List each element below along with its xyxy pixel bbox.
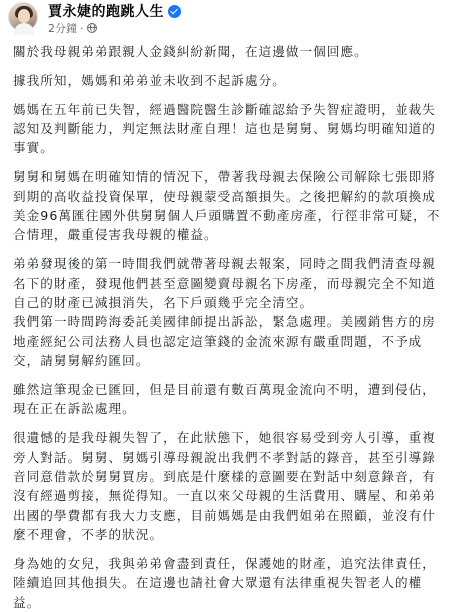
post-meta — [48, 20, 97, 36]
post-paragraph: 據我所知，媽媽和弟弟並未收到不起訴處分。 — [13, 72, 286, 88]
post-paragraph: 身為她的女兒，我與弟弟會盡到責任，保護她的財產，追究法律責任，陸續追回其他損失。在這邊也請社會大眾還有法律重視失智老人的權益。 — [13, 556, 436, 610]
meta-separator: · — [80, 21, 84, 35]
author-row — [48, 1, 181, 21]
post-paragraph: 媽媽在五年前已失智，經過醫院醫生診斷確認給予失智症證明，並裁失認知及判斷能力，判定無法財產自理！這也是舅舅、舅媽均明確知道的事實。 — [13, 101, 436, 156]
author-avatar[interactable] — [8, 2, 38, 32]
post-paragraph: 弟弟發現後的第一時間我們就帶著母親去報案，同時之間我們清查母親名下的財產，發現他們甚至意圖變賣母親名下房產，而母親完全不知道自己的財產已減損消失，名下戶頭幾乎完全清空。 我們第一時間跨海委託美國律師提出訴訟，緊急處理。美國銷售方的房地產經紀公司法務人員也認定這筆錢的金流來源有嚴重問題，不予成交，請舅舅解約匯回。 — [13, 256, 436, 369]
post-paragraph: 關於我母親弟弟跟親人金錢糾紛新聞，在這邊做一個回應。 — [13, 44, 368, 59]
author-name[interactable]: 賈永婕的跑跳人生 — [48, 4, 164, 20]
post-header — [0, 0, 452, 40]
post-paragraph: 很遺憾的是我母親失智了，在此狀態下，她很容易受到旁人引導，重複旁人對話。舅舅、舅媽引導母親說出我們不孝對話的錄音，甚至引導錄音同意借款於舅舅買房。到底是什麼樣的意圖要在對話中刻意錄音，有沒有經過剪接，無從得知。一直以來父母親的生活費用、購屋、和弟弟出國的學費都有我大力支應，目前媽媽是由我們姐弟在照顧，並沒有什麼不理會，不孝的狀況。 — [13, 430, 436, 543]
post-body — [0, 40, 452, 612]
verified-badge-icon — [168, 5, 181, 18]
post-timestamp[interactable]: 2分鐘 — [48, 22, 77, 35]
post-paragraph: 雖然這筆現金已匯回，但是目前還有數百萬現金流向不明，遭到侵佔，現在正在訴訟處理。 — [13, 382, 436, 417]
post-paragraph: 舅舅和舅媽在明確知情的情況下，帶著我母親去保險公司解除七張即將到期的高收益投資保單，使母親蒙受高額損失。之後把解約的款項換成美金96萬匯往國外供舅舅個人戶頭購置不動產房產，行徑非常可疑，不合情理，嚴重侵害我母親的權益。 — [13, 169, 441, 243]
globe-icon[interactable] — [87, 23, 97, 33]
